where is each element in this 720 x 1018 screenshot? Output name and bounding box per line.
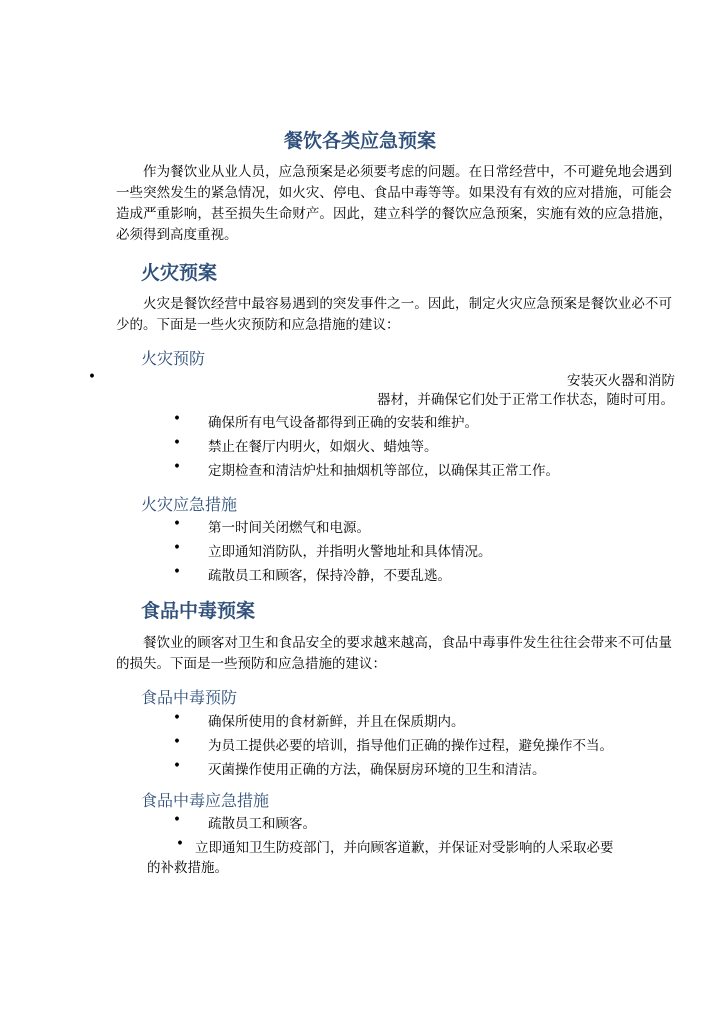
bullet-marker: • (173, 435, 181, 451)
food-response-item-line1: 立即通知卫生防疫部门，并向顾客道歉，并保证对受影响的人采取必要 (195, 840, 614, 856)
bullet-marker: • (176, 836, 184, 852)
bullet-marker: • (173, 812, 181, 828)
bullet-marker: • (173, 564, 181, 580)
fire-prevention-heading: 火灾预防 (141, 349, 206, 368)
fire-prevention-item: 确保所有电气设备都得到正确的安装和维护。 (208, 415, 478, 431)
fire-intro-paragraph: 火灾是餐饮经营中最容易遇到的突发事件之一。因此，制定火灾应急预案是餐饮业必不可少的。下面是一些火灾预防和应急措施的建议： (116, 296, 672, 333)
fire-prevention-item: 禁止在餐厅内明火，如烟火、蜡烛等。 (208, 439, 438, 455)
fire-prevention-item-1-line1: 安装灭火器和消防 (567, 373, 675, 389)
food-prevention-item: 为员工提供必要的培训，指导他们正确的操作过程，避免操作不当。 (208, 738, 613, 754)
bullet-marker: • (173, 710, 181, 726)
bullet-marker: • (173, 411, 181, 427)
bullet-marker: • (173, 516, 181, 532)
fire-prevention-item-1-line2: 器材，并确保它们处于正常工作状态，随时可用。 (377, 392, 674, 408)
food-prevention-item: 灭菌操作使用正确的方法，确保厨房环境的卫生和清洁。 (208, 762, 546, 778)
food-plan-heading: 食品中毒预案 (141, 600, 256, 622)
bullet-marker: • (173, 540, 181, 556)
bullet-marker: • (88, 369, 96, 385)
bullet-marker: • (173, 459, 181, 475)
food-intro-paragraph: 餐饮业的顾客对卫生和食品安全的要求越来越高，食品中毒事件发生往往会带来不可估量的损失。下面是一些预防和应急措施的建议： (116, 635, 672, 672)
fire-prevention-item: 定期检查和清洁炉灶和抽烟机等部位，以确保其正常工作。 (208, 463, 559, 479)
document-title: 餐饮各类应急预案 (283, 130, 436, 152)
fire-response-item: 立即通知消防队，并指明火警地址和具体情况。 (208, 544, 492, 560)
fire-response-heading: 火灾应急措施 (141, 495, 238, 514)
food-prevention-heading: 食品中毒预防 (141, 688, 238, 707)
fire-response-item: 疏散员工和顾客，保持冷静，不要乱逃。 (208, 568, 451, 584)
bullet-marker: • (173, 734, 181, 750)
food-prevention-item: 确保所使用的食材新鲜，并且在保质期内。 (208, 714, 465, 730)
fire-response-item: 第一时间关闭燃气和电源。 (208, 520, 370, 536)
food-response-heading: 食品中毒应急措施 (141, 791, 270, 810)
bullet-marker: • (173, 758, 181, 774)
food-response-item-line2: 的补救措施。 (147, 860, 228, 876)
food-response-item: 疏散员工和顾客。 (208, 816, 316, 832)
fire-plan-heading: 火灾预案 (141, 262, 218, 284)
intro-paragraph: 作为餐饮业从业人员，应急预案是必须要考虑的问题。在日常经营中，不可避免地会遇到一些突然发生的紧急情况，如火灾、停电、食品中毒等等。如果没有有效的应对措施，可能会造成严重影响，甚至损失生命财产。因此，建立科学的餐饮应急预案，实施有效的应急措施，必须得到高度重视。 (116, 164, 672, 243)
